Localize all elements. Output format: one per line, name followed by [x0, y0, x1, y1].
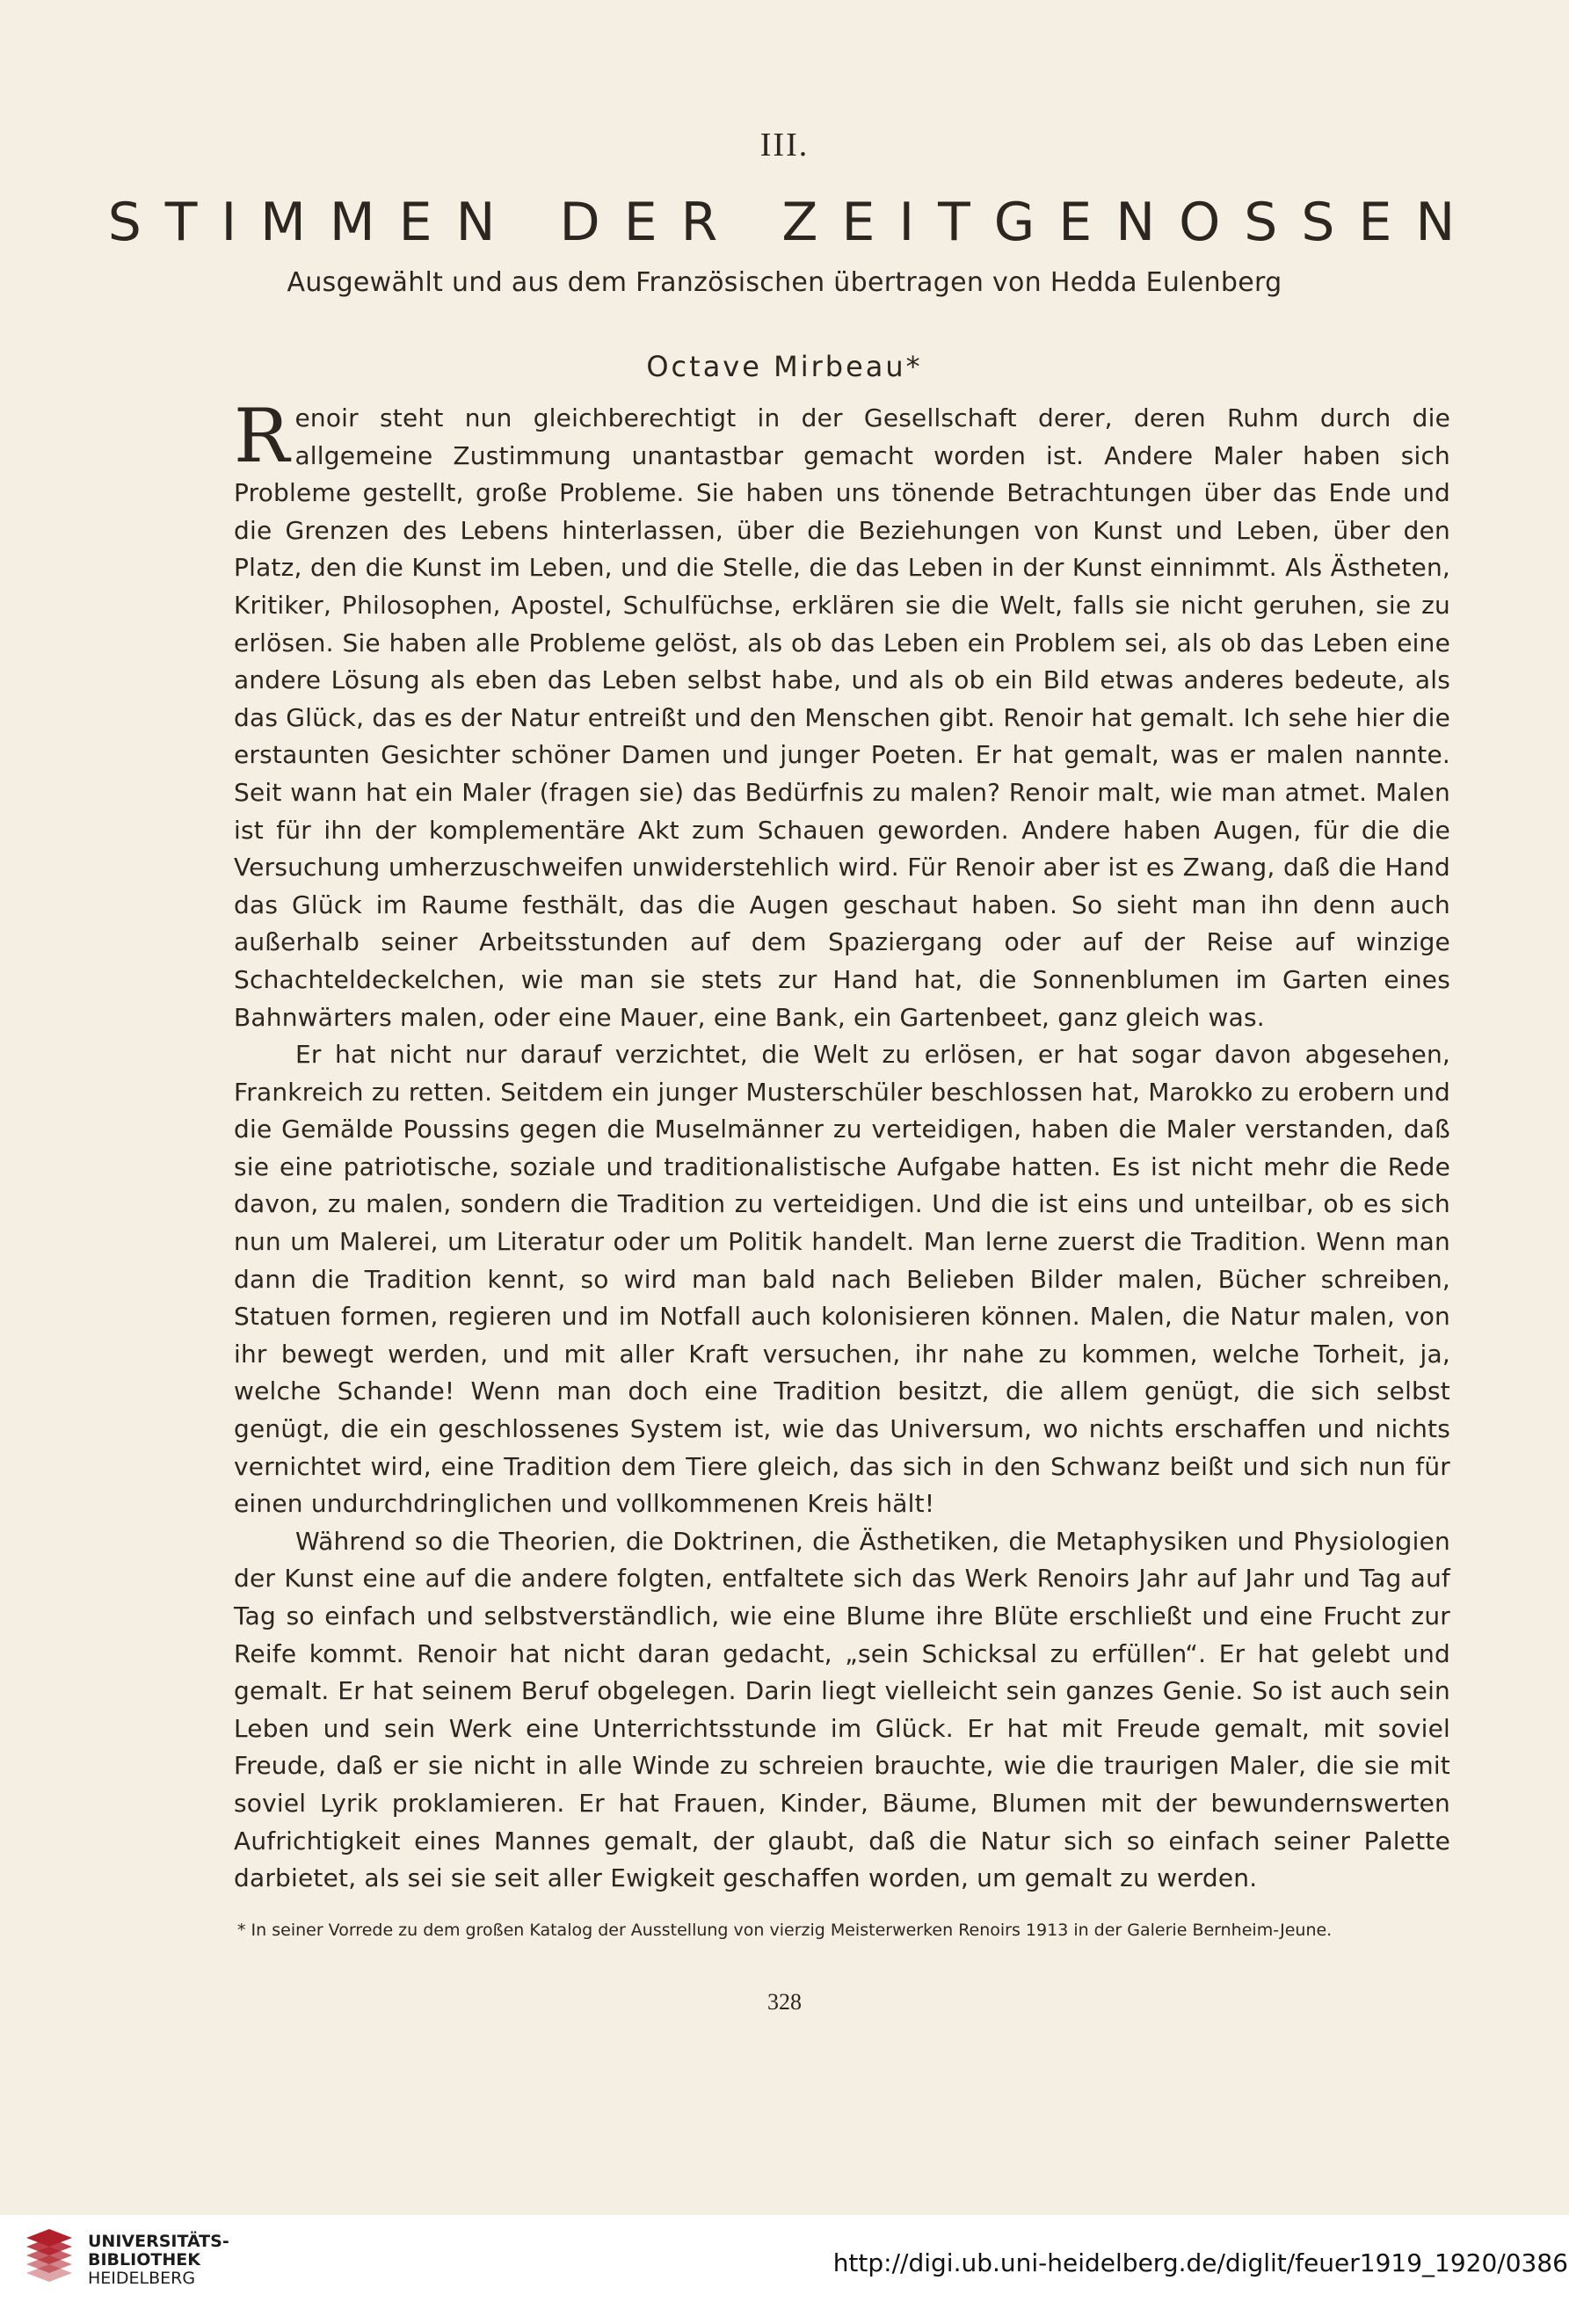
library-name-line: UNIVERSITÄTS- [88, 2232, 229, 2251]
chapter-subtitle: Ausgewählt und aus dem Französischen übertragen von Hedda Eulenberg [287, 267, 1282, 298]
chapter-title: STIMMEN DER ZEITGENOSSEN [107, 192, 1479, 253]
article-body [234, 393, 1450, 1898]
library-name-line: BIBLIOTHEK [88, 2250, 200, 2270]
paragraph-text: enoir steht nun gleichberechtigt in der Gesellschaft derer, deren Ruhm durch die allgemeine Zustimmung unantastbar gemacht worden ist. Andere Maler haben sich Probleme gestellt, große Probleme. Sie haben uns tönende Betrachtungen über das Ende und die Grenzen des Lebens hinterlassen, über die Beziehungen von Kunst und Leben, über den Platz, den die Kunst im Leben, und die Stelle, die das Leben in der Kunst einnimmt. Als Ästheten, Kritiker, Philosophen, Apostel, Schulfüchse, erklären sie die Welt, falls sie nicht geruhen, sie zu erlösen. Sie haben alle Probleme gelöst, als ob das Leben ein Problem sei, als ob das Leben eine andere Lösung als eben das Leben selbst habe, und als ob ein Bild etwas anderes bedeute, als das Glück, das es der Natur entreißt und den Menschen gibt. Renoir hat gemalt. Ich sehe hier die erstaunten Gesichter schöner Damen und junger Poeten. Er hat gemalt, was er malen nannte. Seit wann hat ein Maler (fragen sie) das Bedürfnis zu malen? Renoir malt, wie man atmet. Malen ist für ihn der komplementäre Akt zum Schauen geworden. Andere haben Augen, für die die Versuchung umherzuschweifen unwiderstehlich wird. Für Renoir aber ist es Zwang, daß die Hand das Glück im Raume festhält, das die Augen geschaut haben. So sieht man ihn denn auch außerhalb seiner Arbeitsstunden auf dem Spaziergang oder auf der Reise auf winzige Schachteldeckelchen, wie man sie stets zur Hand hat, die Sonnenblumen im Garten eines Bahnwärters malen, oder eine Mauer, eine Bank, ein Gartenbeet, ganz gleich was. [234, 403, 1450, 1032]
permalink-url[interactable]: http://digi.ub.uni-heidelberg.de/diglit/feuer1919_1920/0386 [832, 2248, 1568, 2277]
paragraph: Er hat nicht nur darauf verzichtet, die Welt zu erlösen, er hat sogar davon abgesehen, Frankreich zu retten. Seitdem ein junger Musterschüler beschlossen hat, Marokko zu erobern und die Gemälde Poussins gegen die Muselmänner zu verteidigen, haben die Maler verstanden, daß sie eine patriotische, soziale und traditionalistische Aufgabe hatten. Es ist nicht mehr die Rede davon, zu malen, sondern die Tradition zu verteidigen. Und die ist eins und unteilbar, ob es sich nun um Malerei, um Literatur oder um Politik handelt. Man lerne zuerst die Tradition. Wenn man dann die Tradition kennt, so wird man bald nach Belieben Bilder malen, Bücher schreiben, Statuen formen, regieren und im Notfall auch kolonisieren können. Malen, die Natur malen, von ihr bewegt werden, und mit aller Kraft versuchen, ihr nahe zu kommen, welche Torheit, ja, welche Schande! Wenn man doch eine Tradition besitzt, die allem genügt, die sich selbst genügt, die ein geschlossenes System ist, wie das Universum, wo nichts erschaffen und nichts vernichtet wird, eine Tradition dem Tiere gleich, das sich in den Schwanz beißt und sich nun für einen undurchdringlichen und vollkommenen Kreis hält! [234, 1040, 1450, 1519]
author-heading: Octave Mirbeau* [646, 350, 923, 383]
page-number: 328 [767, 1989, 802, 2015]
paragraph: Während so die Theorien, die Doktrinen, die Ästhetiken, die Metaphysiken und Physiologien der Kunst eine auf die andere folgten, entfaltete sich das Werk Renoirs Jahr auf Jahr und Tag auf Tag so einfach und selbstverständlich, wie eine Blume ihre Blüte erschließt und eine Frucht zur Reife kommt. Renoir hat nicht daran gedacht, „sein Schicksal zu erfüllen“. Er hat gelebt und gemalt. Er hat seinem Beruf obgelegen. Darin liegt vielleicht sein ganzes Genie. So ist auch sein Leben und sein Werk eine Unterrichtsstunde im Glück. Er hat mit Freude gemalt, mit soviel Freude, daß er sie nicht in alle Winde zu schreien brauchte, wie die traurigen Maler, die sie mit soviel Lyrik proklamieren. Er hat Frauen, Kinder, Bäume, Blumen mit der bewundernswerten Aufrichtigkeit eines Mannes gemalt, der glaubt, daß die Natur sich so einfach seiner Palette darbietet, als sei sie seit aller Ewigkeit geschaffen worden, um gemalt zu werden. [234, 1526, 1450, 1893]
footnote: * In seiner Vorrede zu dem großen Katalog der Ausstellung von vierzig Meisterwerken Renoirs 1913 in der Galerie Bernheim-Jeune. [237, 1921, 1333, 1940]
library-name-line: HEIDELBERG [88, 2269, 196, 2288]
university-library-logo-icon [18, 2226, 81, 2298]
paragraph [234, 393, 1450, 1036]
drop-cap: R [234, 393, 290, 479]
library-name [88, 2233, 229, 2288]
chapter-number: III. [759, 127, 810, 163]
